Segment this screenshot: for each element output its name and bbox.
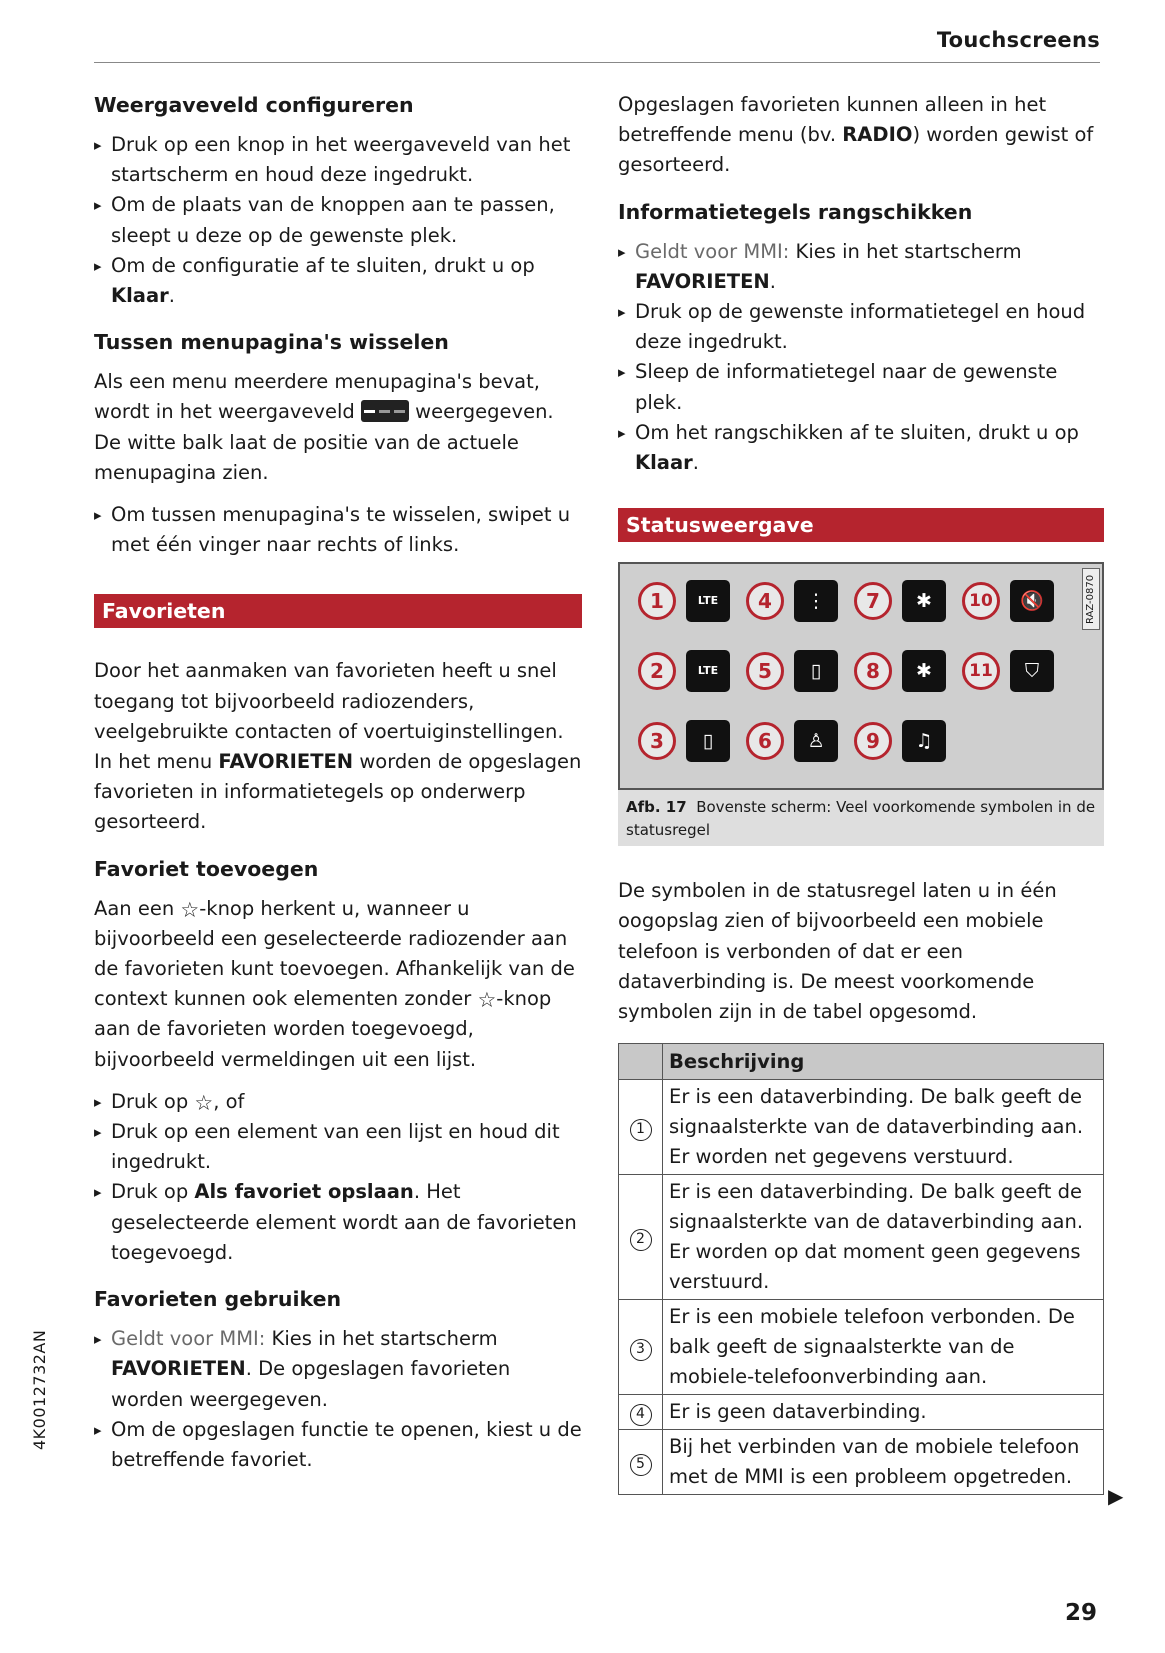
list-item: ▸ Geldt voor MMI: Kies in het startscherm FAVORIETEN. [618,237,1104,297]
list-item: ▸ Om het rangschikken af te sluiten, drukt u op Klaar. [618,418,1104,478]
heading-configure: Weergaveveld configureren [94,93,414,117]
circled-number: 3 [630,1339,652,1361]
table-header-row [619,1044,1104,1080]
callout-number: 11 [962,652,1000,690]
left-column [94,90,582,1487]
heading-sort-tiles: Informatietegels rangschikken [618,199,973,224]
section-bar-favorites: Favorieten [94,594,582,628]
star-icon: ☆ [194,1090,214,1115]
table-header-number [619,1044,663,1080]
status-symbol-2 [638,646,740,694]
status-symbol-8 [854,646,956,694]
callout-number: 7 [854,582,892,620]
caption-label: Afb. 17 [626,798,687,817]
intro-text-2: worden de opgeslagen favorieten in informatietegels op onderwerp gesorteerd. [94,750,582,834]
table-row [619,1395,1104,1430]
status-symbol-1 [638,576,740,624]
klaar-label: Klaar [635,451,693,475]
list-item: ▸ Sleep de informatietegel naar de gewenste plek. [618,357,1104,417]
symbol-description-table [618,1043,1104,1495]
running-header-title: Touchscreens [936,28,1100,52]
mute-icon: 🔇 [1010,580,1054,622]
use-steps [94,1324,582,1475]
step-text: Druk op [111,1180,189,1204]
list-item: ▸ Om de opgeslagen functie te openen, kiest u de betreffende favoriet. [94,1415,582,1475]
callout-number: 5 [746,652,784,690]
klaar-label: Klaar [111,284,169,308]
saved-text-2: ) worden gewist of gesorteerd. [618,123,1094,177]
list-item: ▸ Om de configuratie af te sluiten, drukt u op Klaar. [94,251,582,311]
status-symbol-9 [854,716,956,764]
switch-text-2: weergegeven. De witte balk laat de positie van de actuele menupagina zien. [94,400,554,484]
callout-number: 3 [638,722,676,760]
callout-number: 4 [746,582,784,620]
applies-to-label: Geldt voor MMI: [635,239,790,263]
heading-use-favorites: Favorieten gebruiken [94,1287,342,1312]
status-symbol-11 [962,646,1064,694]
add-text-2: -knop herkent u, wanneer u bijvoorbeeld een geselecteerde radiozender aan de favorieten kunt toevoegen. Afhankelijk van de context kunnen ook elementen zonder [94,896,575,1011]
step-text: . De opgeslagen favorieten worden weergegeven. [111,1357,511,1411]
mobile-signal-icon: ▯ [686,720,730,762]
switch-text-1: Als een menu meerdere menupagina's bevat, wordt in het weergaveveld [94,370,540,424]
step-text: Druk op [111,1089,189,1113]
continue-arrow-icon: ▶ [1108,1484,1124,1508]
heading-add-favorite: Favoriet toevoegen [94,856,319,881]
saved-favorites-paragraph [618,90,1104,181]
switch-steps [94,500,582,560]
step-text: Kies in het startscherm [271,1327,498,1351]
callout-number: 6 [746,722,784,760]
media-source-icon: ♫ [902,720,946,762]
list-item: ▸ Druk op de gewenste informatietegel en houd deze ingedrukt. [618,297,1104,357]
callout-number: 8 [854,652,892,690]
caption-text: Bovenste scherm: Veel voorkomende symbolen in de statusregel [626,798,1096,840]
add-text-3: -knop aan de favorieten worden toegevoegd, bijvoorbeeld vermeldingen uit een lijst. [94,987,552,1071]
row-description: Er is een dataverbinding. De balk geeft de signaalsterkte van de dataverbinding aan. Er worden op dat moment geen gegevens verstuurd. [663,1175,1104,1300]
table-row [619,1080,1104,1175]
step-text: . Het geselecteerde element wordt aan de favorieten toegevoegd. [111,1180,577,1264]
add-steps [94,1087,582,1268]
row-number [619,1395,663,1430]
heading-switch-pages: Tussen menupagina's wisselen [94,330,449,355]
circled-number: 5 [630,1454,652,1476]
lte-idle-icon: LTE [686,650,730,692]
saved-text-1: Opgeslagen favorieten kunnen alleen in het betreffende menu (bv. [618,93,1047,147]
row-number [619,1175,663,1300]
applies-to-label: Geldt voor MMI: [111,1327,266,1351]
step-text: Om het rangschikken af te sluiten, drukt u op [635,420,1079,444]
row-description: Er is een mobiele telefoon verbonden. De balk geeft de signaalsterkte van de mobiele-telefoonverbinding aan. [663,1300,1104,1395]
bluetooth-audio-icon: ✱ [902,580,946,622]
list-item [94,1324,582,1415]
status-symbol-6 [746,716,848,764]
status-symbol-10 [962,576,1064,624]
status-symbol-4 [746,576,848,624]
page-indicator-icon [361,400,409,422]
add-text-1: Aan een [94,896,175,920]
favorieten-label: FAVORIETEN [635,269,770,293]
table-row [619,1300,1104,1395]
add-paragraph [94,894,582,1075]
circled-number: 2 [630,1229,652,1251]
list-item: ▸ Om tussen menupagina's te wisselen, swipet u met één vinger naar rechts of links. [94,500,582,560]
star-icon: ☆ [477,988,497,1013]
status-symbol-7 [854,576,956,624]
lte-data-transfer-icon: LTE [686,580,730,622]
figure-reference-tag: RAZ-0870 [1082,568,1100,630]
callout-number: 10 [962,582,1000,620]
list-item: ▸ Om de plaats van de knoppen aan te passen, sleept u deze op de gewenste plek. [94,190,582,250]
list-item [94,1087,582,1117]
status-symbol-5 [746,646,848,694]
callout-number: 2 [638,652,676,690]
step-text: Kies in het startscherm [795,239,1022,263]
status-symbol-3 [638,716,740,764]
row-number [619,1300,663,1395]
favorieten-label: FAVORIETEN [111,1357,246,1381]
table-row [619,1175,1104,1300]
user-profile-icon: ♙ [794,720,838,762]
row-description: Er is geen dataverbinding. [663,1395,1104,1430]
row-description: Er is een dataverbinding. De balk geeft de signaalsterkte van de dataverbinding aan. Er worden net gegevens verstuurd. [663,1080,1104,1175]
list-item: ▸ Druk op een knop in het weergaveveld van het startscherm en houd deze ingedrukt. [94,130,582,190]
row-number [619,1430,663,1495]
table-header-description: Beschrijving [663,1044,1104,1080]
right-column [618,90,1104,1495]
list-item [94,1177,582,1268]
section-bar-status: Statusweergave [618,508,1104,542]
radio-label: RADIO [842,123,913,147]
step-text: , of [213,1089,245,1113]
switch-paragraph [94,367,582,488]
row-number [619,1080,663,1175]
circled-number: 4 [630,1404,652,1426]
list-item: ▸ Druk op een element van een lijst en houd dit ingedrukt. [94,1117,582,1177]
save-as-favorite-label: Als favoriet opslaan [194,1180,414,1204]
figure-caption [618,790,1104,846]
symbols-paragraph: De symbolen in de statusregel laten u in één oogopslag zien of bijvoorbeeld een mobiele telefoon is verbonden of dat er een dataverbinding is. De meest voorkomende symbolen zijn in de tabel opgesomd. [618,879,1057,1024]
phone-error-icon: ▯ [794,650,838,692]
no-data-connection-icon: ⋮ [794,580,838,622]
document-code: 4K0012732AN [30,1329,49,1450]
row-description: Bij het verbinden van de mobiele telefoon met de MMI is een probleem opgetreden. [663,1430,1104,1495]
callout-number: 9 [854,722,892,760]
bluetooth-icon: ✱ [902,650,946,692]
intro-text-1: Door het aanmaken van favorieten heeft u snel toegang tot bijvoorbeeld radiozenders, veelgebruikte contacten of voertuiginstellingen. In het menu [94,659,564,774]
configure-steps [94,130,582,311]
header-divider [94,62,1100,63]
shield-icon: ⛉ [1010,650,1054,692]
sort-steps [618,237,1104,479]
favorieten-label: FAVORIETEN [218,750,354,774]
star-icon: ☆ [180,897,200,922]
callout-number: 1 [638,582,676,620]
status-symbols-figure [618,562,1104,790]
step-text: Om de configuratie af te sluiten, drukt u op [111,253,535,277]
favorites-intro [94,656,582,837]
page-number: 29 [1064,1600,1097,1626]
circled-number: 1 [630,1119,652,1141]
table-row [619,1430,1104,1495]
